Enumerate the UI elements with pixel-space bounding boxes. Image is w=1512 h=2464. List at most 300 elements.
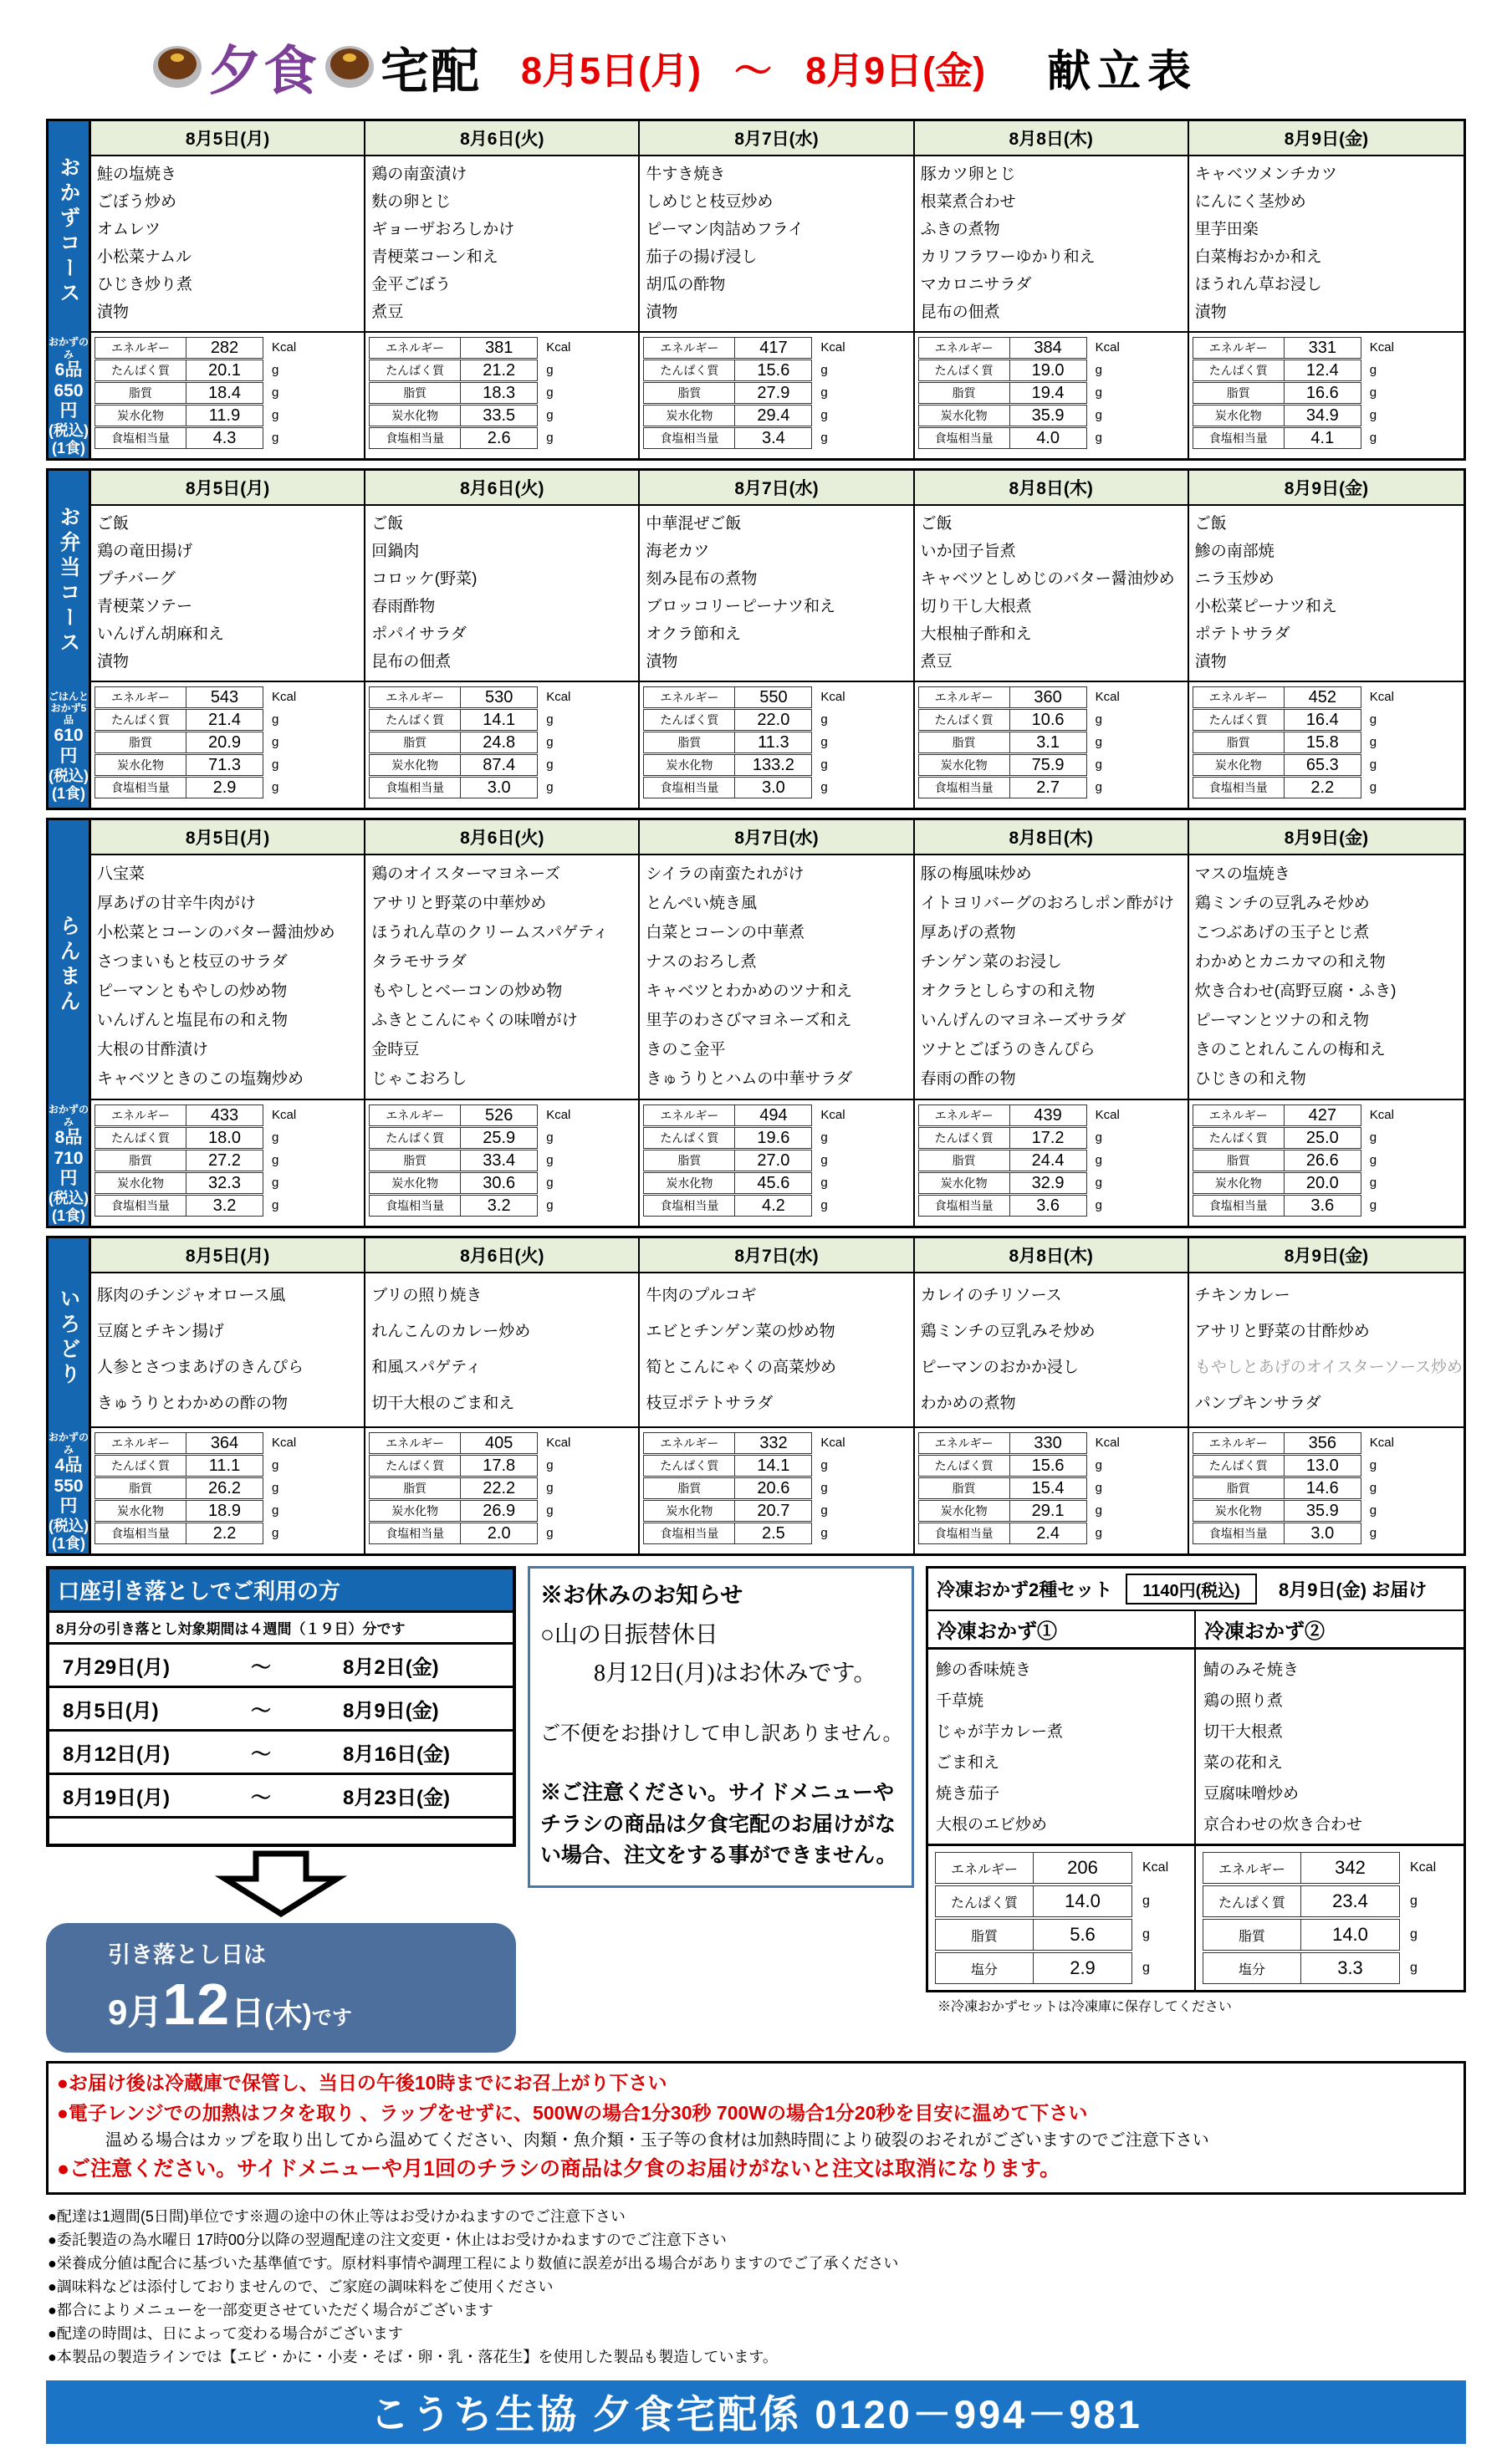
course-name: いろどり	[57, 1287, 80, 1388]
course-badge	[49, 336, 89, 458]
nutrition-unit: g	[1095, 712, 1102, 727]
nutrition-label: 食塩相当量	[1193, 777, 1285, 798]
nutrition-value: 30.6	[461, 1172, 538, 1194]
nutrition-unit: g	[272, 1153, 279, 1167]
nutrition-value: 19.6	[735, 1127, 812, 1149]
nutrition-label: 食塩相当量	[643, 427, 735, 449]
menu-item: 里芋のわさびマヨネーズ和え	[646, 1012, 852, 1029]
nutrition-value: 19.4	[1010, 382, 1087, 404]
notes-list	[46, 2195, 1466, 2372]
period-tilde: ～	[251, 1743, 271, 1766]
nutrition-label: 食塩相当量	[643, 1195, 735, 1217]
badge-line: 650円	[54, 380, 84, 421]
frozen-menu-item: 京合わせの炊き合わせ	[1203, 1816, 1363, 1834]
menu-item: 春雨の酢の物	[920, 1070, 1016, 1088]
nutrition-label: 炭水化物	[643, 1172, 735, 1194]
day-header: 8月8日(木)	[915, 471, 1189, 506]
nutrition-value: 20.1	[186, 360, 263, 381]
nutrition-label: 炭水化物	[369, 1500, 461, 1522]
menu-item: 漬物	[1194, 304, 1227, 321]
nutrition-value: 25.0	[1285, 1127, 1361, 1149]
day-header: 8月6日(火)	[365, 1238, 640, 1273]
nutrition-value: 27.2	[186, 1150, 263, 1171]
nutrition-label: 脂質	[935, 1919, 1034, 1951]
nutrition-label: 食塩相当量	[94, 1195, 186, 1217]
nutrition-label: エネルギー	[1193, 337, 1285, 359]
nutrition-unit: g	[820, 1130, 828, 1145]
nutrition-unit: g	[546, 1153, 554, 1167]
day-header: 8月9日(金)	[1189, 820, 1463, 855]
nutrition-unit: Kcal	[1095, 1436, 1120, 1450]
day-header-row	[91, 820, 1463, 855]
nutrition-row	[91, 331, 1463, 458]
menu-item: キャベツメンチカツ	[1194, 166, 1338, 183]
nutrition-value: 2.9	[1034, 1952, 1132, 1984]
nutrition-unit: g	[1369, 363, 1377, 377]
nutrition-unit: Kcal	[272, 1436, 297, 1450]
nutrition-label: 脂質	[643, 1477, 735, 1499]
menu-item: イトヨリバーグのおろしポン酢がけ	[920, 895, 1175, 912]
nutrition-label: 炭水化物	[643, 405, 735, 426]
nutrition-label: エネルギー	[918, 337, 1010, 359]
nutrition-value: 18.0	[186, 1127, 263, 1149]
period-tilde: ～	[251, 1656, 271, 1679]
menu-item: パンプキンサラダ	[1194, 1395, 1321, 1412]
menu-item: ニラ玉炒め	[1194, 570, 1274, 588]
menu-item: カレイのチリソース	[920, 1287, 1062, 1304]
holiday-notice-apology: ご不便をお掛けして申し訳ありません。	[540, 1723, 903, 1745]
menu-item: 小松菜とコーンのバター醤油炒め	[97, 924, 335, 941]
nutrition-label: 食塩相当量	[1193, 1195, 1285, 1217]
menu-item: 鯵の南部焼	[1194, 543, 1274, 560]
menu-item: 鶏のオイスターマヨネーズ	[371, 865, 561, 883]
nutrition-value: 23.4	[1301, 1885, 1400, 1917]
menu-item: アサリと野菜の中華炒め	[371, 895, 547, 912]
nutrition-cell	[915, 1426, 1189, 1553]
nutrition-unit: g	[546, 1176, 554, 1190]
badge-line: 550円	[54, 1476, 84, 1517]
nutrition-label: エネルギー	[643, 1104, 735, 1126]
menu-item: もやしとベーコンの炒め物	[371, 982, 563, 1000]
nutrition-value: 20.9	[186, 732, 263, 753]
nutrition-label: 炭水化物	[918, 1500, 1010, 1522]
nutrition-unit: g	[1410, 1894, 1418, 1908]
menu-item: しめじと枝豆炒め	[646, 193, 774, 211]
nutrition-unit: g	[1369, 431, 1377, 445]
nutrition-label: 食塩相当量	[369, 1523, 461, 1544]
nutrition-label: エネルギー	[369, 1432, 461, 1454]
course-section	[46, 468, 1466, 810]
frozen-menu-item: 鶏の照り煮	[1203, 1692, 1284, 1710]
nutrition-label: 食塩相当量	[918, 427, 1010, 449]
menu-item: 青梗菜コーン和え	[371, 248, 498, 266]
menu-cell	[1189, 855, 1463, 1099]
nutrition-value: 427	[1285, 1104, 1361, 1126]
nutrition-value: 4.2	[735, 1195, 812, 1217]
nutrition-value: 14.0	[1034, 1885, 1132, 1917]
nutrition-unit: g	[820, 1526, 828, 1540]
badge-line: 610円	[54, 726, 84, 766]
nutrition-label: エネルギー	[918, 686, 1010, 708]
nutrition-label: 炭水化物	[94, 1172, 186, 1194]
nutrition-label: 食塩相当量	[643, 777, 735, 798]
meal-bowl-icon	[153, 46, 202, 88]
menu-item: 春雨酢物	[371, 598, 436, 615]
course-name: おかずコース	[57, 156, 80, 307]
nutrition-unit: Kcal	[1410, 1860, 1437, 1875]
nutrition-label: 食塩相当量	[94, 777, 186, 798]
nutrition-label: 炭水化物	[1193, 405, 1285, 426]
menu-item: 豚肉のチンジャオロース風	[97, 1287, 286, 1304]
menu-item: 回鍋肉	[371, 543, 420, 560]
nutrition-unit: g	[546, 431, 554, 445]
nutrition-label: 食塩相当量	[1193, 1523, 1285, 1544]
nutrition-label: エネルギー	[1203, 1852, 1301, 1884]
menu-item: 漬物	[97, 653, 130, 671]
nutrition-value: 11.9	[186, 405, 263, 426]
menu-item: ふきとこんにゃくの味噌がけ	[371, 1012, 578, 1029]
menu-item: オムレツ	[97, 221, 161, 238]
account-period-rows	[49, 1645, 513, 1819]
nutrition-label: たんぱく質	[643, 1127, 735, 1149]
meal-bowl-icon	[325, 46, 374, 88]
nutrition-value: 206	[1034, 1852, 1132, 1884]
nutrition-cell	[91, 1426, 365, 1553]
nutrition-unit: g	[820, 1503, 828, 1518]
menu-item: 炊き合わせ(高野豆腐・ふき)	[1194, 982, 1397, 1000]
menu-item: れんこんのカレー炒め	[371, 1323, 531, 1340]
menu-cell	[365, 506, 640, 681]
nutrition-label: 食塩相当量	[643, 1523, 735, 1544]
nutrition-unit: g	[272, 1458, 279, 1472]
nutrition-label: 脂質	[94, 732, 186, 753]
holiday-notice-date: 8月12日(月)はお休みです。	[594, 1661, 877, 1686]
nutrition-unit: g	[1095, 1198, 1102, 1212]
nutrition-cell	[365, 1099, 640, 1226]
day-header-row	[91, 1238, 1463, 1273]
day-header: 8月9日(金)	[1189, 471, 1463, 506]
frozen-menu-item: 大根のエビ炒め	[936, 1816, 1048, 1834]
date-tilde: ～	[734, 48, 773, 92]
badge-line: ごはんと	[49, 690, 89, 702]
nutrition-value: 3.3	[1301, 1952, 1400, 1984]
nutrition-label: たんぱく質	[369, 1127, 461, 1149]
nutrition-value: 4.0	[1010, 427, 1087, 449]
menu-item: タラモサラダ	[371, 953, 467, 971]
nutrition-value: 4.1	[1285, 427, 1361, 449]
frozen-menu-item: 鯵の香味焼き	[936, 1661, 1032, 1679]
frozen-okazu-box	[926, 1566, 1466, 1992]
nutrition-value: 17.2	[1010, 1127, 1087, 1149]
nutrition-unit: g	[1095, 1153, 1102, 1167]
nutrition-value: 26.6	[1285, 1150, 1361, 1171]
nutrition-value: 494	[735, 1104, 812, 1126]
menu-item: ご飯	[920, 515, 953, 533]
nutrition-value: 2.6	[461, 427, 538, 449]
note-line: ●調味料などは添付しておりませんので、ご家庭の調味料をご使用ください	[48, 2278, 554, 2295]
menu-item: 人参とさつまあげのきんぴら	[97, 1359, 304, 1376]
note-line: ●本製品の製造ラインでは【エビ・かに・小麦・そば・卵・乳・落花生】を使用した製品も製造しています。	[48, 2348, 778, 2365]
frozen-menu-item: 千草焼	[936, 1692, 984, 1710]
menu-item: アサリと野菜の甘酢炒め	[1194, 1323, 1370, 1340]
nutrition-value: 14.1	[461, 709, 538, 731]
menu-item: 鶏ミンチの豆乳みそ炒め	[1194, 895, 1370, 912]
period-to: 8月9日(金)	[343, 1700, 439, 1722]
nutrition-label: 脂質	[1193, 1150, 1285, 1171]
menu-item: ひじきの和え物	[1194, 1070, 1306, 1088]
nutrition-unit: g	[1369, 780, 1377, 794]
holiday-notice-title: ※お休みのお知らせ	[540, 1583, 743, 1608]
menu-item: 煮豆	[920, 653, 953, 671]
note-line: ●委託製造の為水曜日 17時00分以降の翌週配達の注文変更・休止はお受けかねますのでご注意下さい	[48, 2231, 727, 2248]
nutrition-value: 20.6	[735, 1477, 812, 1499]
nutrition-unit: Kcal	[1095, 1108, 1120, 1122]
day-header: 8月6日(火)	[365, 820, 640, 855]
debit-date-box	[46, 1923, 516, 2053]
day-header: 8月6日(火)	[365, 471, 640, 506]
menu-item: さつまいもと枝豆のサラダ	[97, 953, 288, 971]
nutrition-unit: g	[546, 780, 554, 794]
nutrition-label: 脂質	[94, 1477, 186, 1499]
nutrition-unit: g	[1142, 1927, 1150, 1941]
nutrition-unit: Kcal	[272, 1108, 297, 1122]
nutrition-label: 炭水化物	[1193, 1172, 1285, 1194]
nutrition-value: 21.2	[461, 360, 538, 381]
nutrition-unit: Kcal	[546, 1108, 571, 1122]
nutrition-unit: g	[1369, 1458, 1377, 1472]
frozen-okazu-header	[928, 1569, 1463, 1611]
menu-row	[91, 1273, 1463, 1426]
course-sections	[46, 119, 1466, 1556]
nutrition-unit: g	[1369, 1176, 1377, 1190]
footer-bar	[46, 2380, 1466, 2444]
account-period-row	[49, 1645, 513, 1688]
menu-item: 茄子の揚げ浸し	[646, 248, 758, 266]
nutrition-label: エネルギー	[935, 1852, 1034, 1884]
menu-item: ギョーザおろしかけ	[371, 221, 515, 238]
period-to: 8月2日(金)	[343, 1656, 439, 1679]
nutrition-value: 18.4	[186, 382, 263, 404]
nutrition-unit: Kcal	[1369, 1108, 1394, 1122]
nutrition-value: 3.6	[1285, 1195, 1361, 1217]
debit-weekday: (木)	[264, 1999, 312, 2031]
nutrition-unit: g	[1095, 431, 1102, 445]
nutrition-unit: Kcal	[1369, 1436, 1394, 1450]
nutrition-unit: Kcal	[1142, 1860, 1169, 1875]
nutrition-label: エネルギー	[94, 337, 186, 359]
nutrition-value: 133.2	[735, 754, 812, 776]
menu-item: きのことれんこんの梅和え	[1194, 1041, 1386, 1059]
menu-item: 中華混ぜご飯	[646, 515, 742, 533]
nutrition-unit: g	[546, 385, 554, 400]
nutrition-label: 脂質	[918, 732, 1010, 753]
menu-item: ご飯	[1194, 515, 1227, 533]
menu-item: じゃこおろし	[371, 1070, 467, 1088]
nutrition-unit: g	[820, 431, 828, 445]
nutrition-value: 21.4	[186, 709, 263, 731]
nutrition-unit: Kcal	[546, 690, 571, 704]
menu-item: オクラ節和え	[646, 625, 742, 643]
nutrition-label: たんぱく質	[918, 360, 1010, 381]
warning-box	[46, 2061, 1466, 2195]
menu-item: 厚あげの甘辛牛肉がけ	[97, 895, 257, 912]
nutrition-value: 3.2	[186, 1195, 263, 1217]
frozen-column-header: 冷凍おかず①	[928, 1611, 1194, 1650]
nutrition-unit: g	[1369, 385, 1377, 400]
nutrition-unit: g	[546, 712, 554, 727]
frozen-okazu-delivery: 8月9日(金) お届け	[1278, 1579, 1428, 1600]
nutrition-unit: g	[546, 735, 554, 749]
nutrition-label: たんぱく質	[369, 709, 461, 731]
course-table	[91, 820, 1463, 1226]
menu-item: いか団子旨煮	[920, 543, 1016, 560]
nutrition-unit: g	[820, 1176, 828, 1190]
date-start: 8月5日(月)	[521, 48, 702, 92]
menu-cell	[365, 1273, 640, 1426]
nutrition-label: 食塩相当量	[369, 427, 461, 449]
badge-line: (税込)	[49, 767, 89, 784]
period-tilde: ～	[251, 1787, 271, 1809]
menu-item: ふきの煮物	[920, 221, 1000, 238]
menu-item: もやしとあげのオイスターソース炒め	[1194, 1359, 1463, 1376]
nutrition-unit: g	[1095, 1458, 1102, 1472]
course-table	[91, 471, 1463, 808]
nutrition-value: 33.4	[461, 1150, 538, 1171]
frozen-okazu-column	[1196, 1611, 1463, 1990]
frozen-okazu-price: 1140円(税込)	[1126, 1574, 1257, 1604]
nutrition-value: 15.6	[735, 360, 812, 381]
menu-item: チキンカレー	[1194, 1287, 1290, 1304]
menu-cell	[915, 156, 1189, 331]
frozen-okazu-columns	[928, 1611, 1463, 1990]
nutrition-label: エネルギー	[918, 1432, 1010, 1454]
nutrition-unit: g	[272, 408, 279, 422]
menu-item: 大根の甘酢漬け	[97, 1041, 209, 1059]
course-sidebar	[49, 471, 91, 808]
badge-line: (税込)	[49, 1518, 89, 1535]
nutrition-value: 75.9	[1010, 754, 1087, 776]
course-section	[46, 119, 1466, 461]
badge-line: おかずのみ	[49, 336, 89, 360]
holiday-notice-subtitle: ○山の日振替休日	[540, 1622, 718, 1648]
nutrition-unit: g	[272, 1503, 279, 1518]
holiday-notice-caution: ※ご注意ください。サイドメニューやチラシの商品は夕食宅配のお届けがない場合、注文をする事ができません。	[540, 1781, 897, 1867]
account-period-row	[49, 1732, 513, 1775]
badge-line: (税込)	[49, 422, 89, 440]
menu-item: 豚の梅風味炒め	[920, 865, 1032, 883]
nutrition-label: エネルギー	[369, 686, 461, 708]
menu-item: 漬物	[646, 304, 678, 321]
warning-line: ●電子レンジでの加熱はフタを取り 、ラップをせずに、500Wの場合1分30秒 700Wの場合1分20秒を目安に温めて下さい	[57, 2101, 1088, 2124]
nutrition-label: 脂質	[1193, 732, 1285, 753]
menu-cell	[640, 156, 914, 331]
nutrition-value: 16.6	[1285, 382, 1361, 404]
day-header: 8月7日(水)	[640, 1238, 914, 1273]
nutrition-unit: g	[546, 408, 554, 422]
nutrition-label: エネルギー	[369, 1104, 461, 1126]
nutrition-label: 脂質	[1203, 1919, 1301, 1951]
menu-item: プチバーグ	[97, 570, 176, 588]
nutrition-value: 332	[735, 1432, 812, 1454]
nutrition-cell	[1189, 331, 1463, 458]
frozen-okazu-column	[928, 1611, 1196, 1990]
nutrition-unit: Kcal	[820, 1436, 845, 1450]
nutrition-value: 381	[461, 337, 538, 359]
nutrition-unit: g	[1095, 735, 1102, 749]
nutrition-value: 3.2	[461, 1195, 538, 1217]
menu-item: 小松菜ピーナツ和え	[1194, 598, 1337, 615]
nutrition-cell	[640, 331, 914, 458]
day-header: 8月7日(水)	[640, 820, 914, 855]
menu-item: 鮭の塩焼き	[97, 166, 177, 183]
menu-item: キャベツときのこの塩麹炒め	[97, 1070, 304, 1088]
badge-line: おかず5品	[50, 701, 87, 727]
nutrition-value: 4.3	[186, 427, 263, 449]
nutrition-unit: g	[820, 385, 828, 400]
nutrition-unit: Kcal	[820, 690, 845, 704]
menu-item: ピーマンのおかか浸し	[920, 1359, 1079, 1376]
nutrition-unit: g	[546, 758, 554, 772]
menu-cell	[915, 1273, 1189, 1426]
nutrition-label: 脂質	[1193, 382, 1285, 404]
menu-item: 白菜とコーンの中華煮	[646, 924, 805, 941]
nutrition-label: 炭水化物	[918, 754, 1010, 776]
period-from: 8月12日(月)	[63, 1743, 171, 1766]
course-sidebar	[49, 121, 91, 458]
nutrition-unit: Kcal	[1095, 340, 1120, 355]
menu-item: 小松菜ナムル	[97, 248, 192, 266]
nutrition-value: 356	[1285, 1432, 1361, 1454]
frozen-item-list	[928, 1650, 1194, 1844]
note-line: ●栄養成分値は配合に基づいた基準値です。原材料事情や調理工程により数値に誤差が出る場合がありますのでご了承ください	[48, 2254, 899, 2272]
menu-cell	[365, 855, 640, 1099]
course-name: お弁当コース	[57, 505, 80, 656]
menu-item: 牛すき焼き	[646, 166, 726, 183]
nutrition-value: 20.7	[735, 1500, 812, 1522]
account-debit-subheader: 8月分の引き落とし対象期間は４週間（１９日）分です	[49, 1613, 513, 1645]
menu-cell	[91, 1273, 365, 1426]
menu-item: ツナとごぼうのきんぴら	[920, 1041, 1096, 1059]
period-from: 7月29日(月)	[63, 1656, 171, 1679]
nutrition-unit: g	[820, 758, 828, 772]
menu-item: 厚あげの煮物	[920, 924, 1016, 941]
nutrition-value: 330	[1010, 1432, 1087, 1454]
account-empty-row	[49, 1819, 513, 1844]
nutrition-unit: g	[820, 780, 828, 794]
nutrition-value: 405	[461, 1432, 538, 1454]
day-header-row	[91, 121, 1463, 156]
nutrition-label: たんぱく質	[1203, 1885, 1301, 1917]
menu-item: 漬物	[646, 653, 678, 671]
menu-item: シイラの南蛮たれがけ	[646, 865, 805, 883]
nutrition-value: 2.5	[735, 1523, 812, 1544]
course-sidebar	[49, 1238, 91, 1553]
nutrition-cell	[1189, 1099, 1463, 1226]
nutrition-label: 食塩相当量	[918, 1195, 1010, 1217]
menu-item: ポテトサラダ	[1194, 625, 1290, 643]
menu-item: いんげんと塩昆布の和え物	[97, 1012, 289, 1029]
nutrition-label: 炭水化物	[918, 1172, 1010, 1194]
nutrition-label: 炭水化物	[643, 1500, 735, 1522]
nutrition-value: 45.6	[735, 1172, 812, 1194]
nutrition-cell	[640, 1426, 914, 1553]
nutrition-value: 526	[461, 1104, 538, 1126]
menu-cell	[915, 855, 1189, 1099]
nutrition-label: エネルギー	[369, 337, 461, 359]
nutrition-label: 食塩相当量	[94, 427, 186, 449]
nutrition-value: 29.4	[735, 405, 812, 426]
course-section	[46, 1236, 1466, 1556]
